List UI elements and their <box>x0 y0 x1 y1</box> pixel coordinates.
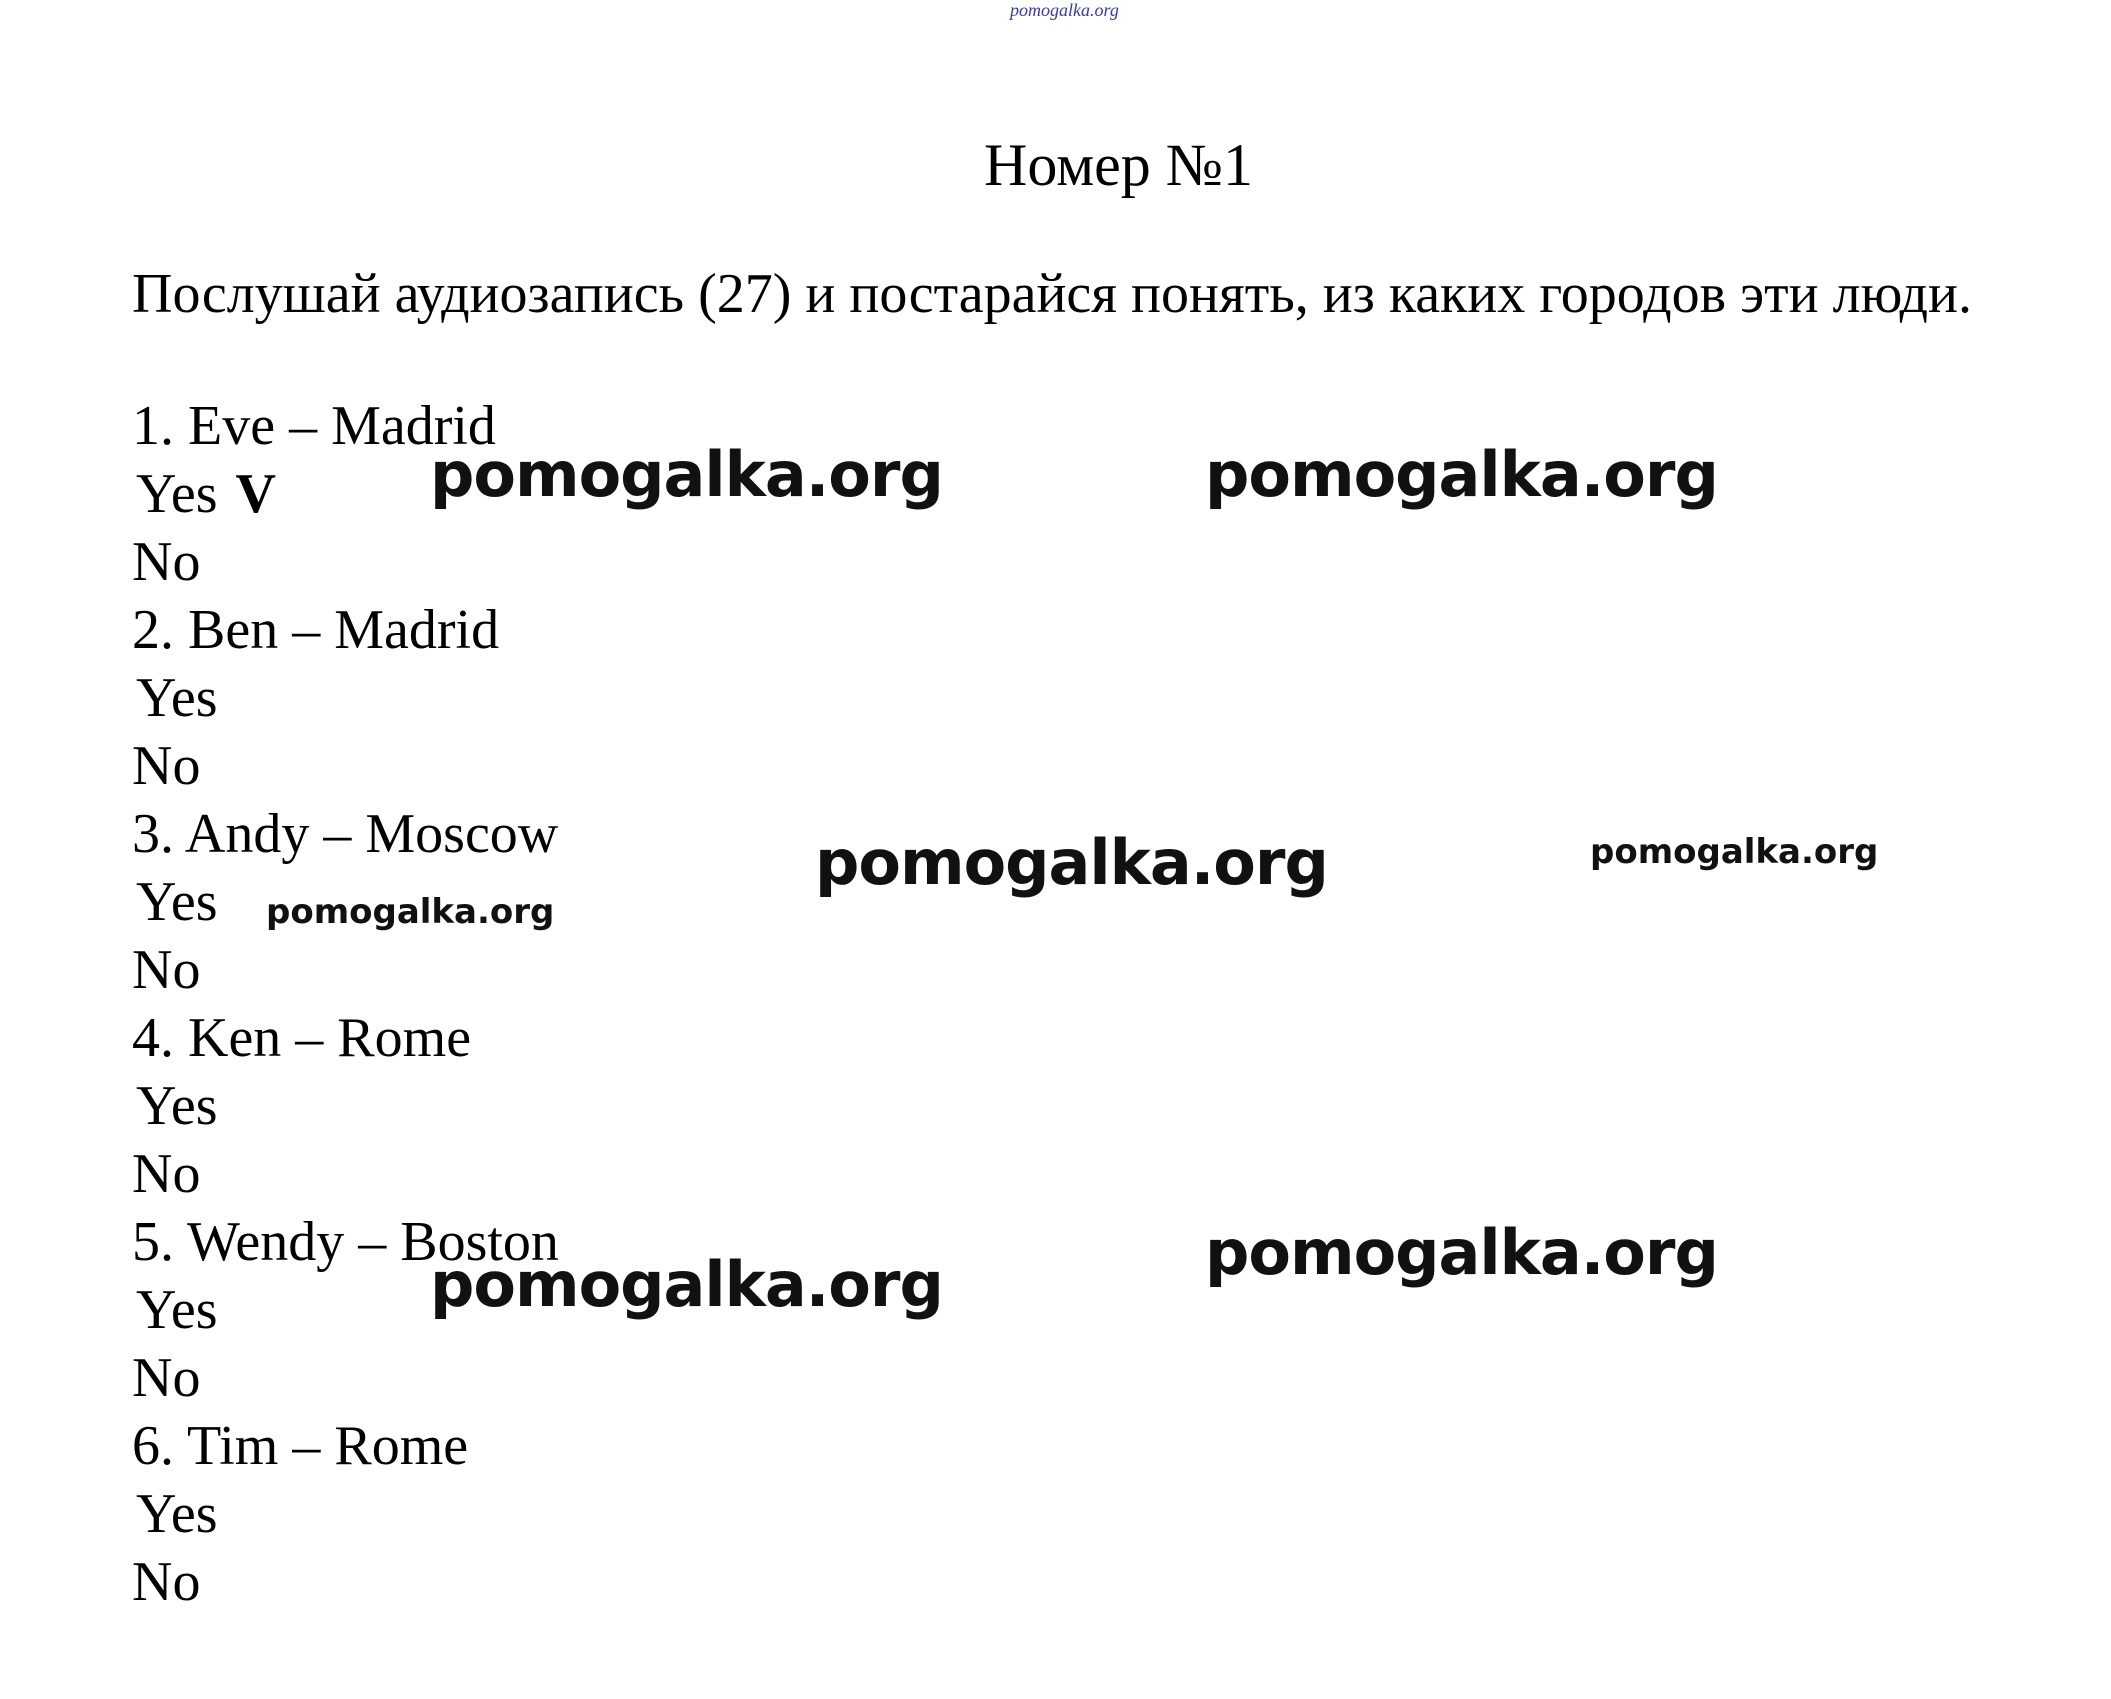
question-5: 5. Wendy – Boston <box>132 1211 559 1273</box>
answer-no-6: No <box>132 1551 201 1613</box>
watermark: pomogalka.org <box>430 1248 943 1321</box>
answer-list <box>132 392 559 1616</box>
answer-no-2: No <box>132 735 201 797</box>
watermark: pomogalka.org <box>1205 1216 1718 1289</box>
answer-no-5: No <box>132 1347 201 1409</box>
question-4: 4. Ken – Rome <box>132 1007 472 1069</box>
watermark: pomogalka.org <box>266 892 555 932</box>
watermark: pomogalka.org <box>1205 438 1718 511</box>
answer-yes-6: Yes <box>136 1483 218 1545</box>
answer-yes-3: Yes <box>136 871 218 933</box>
question-2: 2. Ben – Madrid <box>132 599 500 661</box>
watermark: pomogalka.org <box>1590 832 1879 872</box>
answer-yes-4: Yes <box>136 1075 218 1137</box>
answer-yes-5: Yes <box>136 1279 218 1341</box>
yes-label: Yes <box>136 463 218 525</box>
question-3: 3. Andy – Moscow <box>132 803 559 865</box>
check-mark: V <box>235 463 276 525</box>
answer-no-1: No <box>132 531 201 593</box>
site-link[interactable]: pomogalka.org <box>1010 0 1119 20</box>
watermark: pomogalka.org <box>815 826 1328 899</box>
question-6: 6. Tim – Rome <box>132 1415 469 1477</box>
answer-no-4: No <box>132 1143 201 1205</box>
instruction-text: Послушай аудиозапись (27) и постарайся понять, из каких городов эти люди. <box>132 263 1972 325</box>
answer-yes-2: Yes <box>136 667 218 729</box>
watermark: pomogalka.org <box>430 438 943 511</box>
page-title: Номер №1 <box>984 132 1254 198</box>
question-1: 1. Eve – Madrid <box>132 395 496 457</box>
answer-no-3: No <box>132 939 201 1001</box>
